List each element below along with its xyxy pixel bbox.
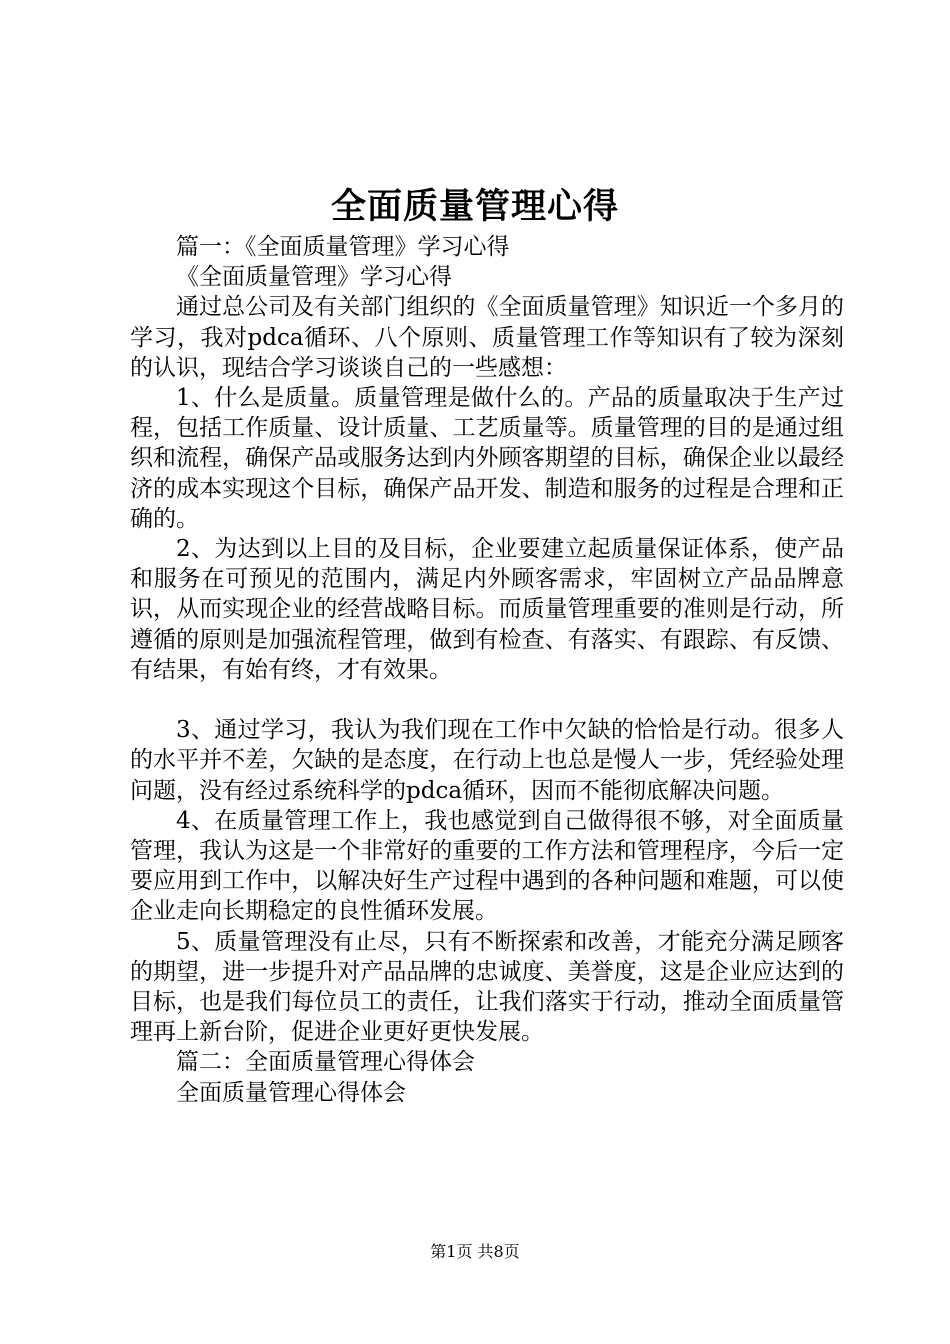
- paragraph: 通过总公司及有关部门组织的《全面质量管理》知识近一个多月的学习，我对pdca循环、八个原则、质量管理工作等知识有了较为深刻的认识，现结合学习谈谈自己的一些感想：: [130, 294, 844, 381]
- section-heading: 篇二：全面质量管理心得体会: [176, 1049, 475, 1076]
- section-heading: 篇一：《全面质量管理》学习心得: [176, 234, 510, 260]
- paragraph: 1、什么是质量。质量管理是做什么的。产品的质量取决于生产过程，包括工作质量、设计质量、工艺质量等。质量管理的目的是通过组织和流程，确保产品或服务达到内外顾客期望的目标，确保企业以最经济的成本实现这个目标，确保产品开发、制造和服务的过程是合理和正确的。: [130, 385, 844, 532]
- paragraph: 2、为达到以上目的及目标，企业要建立起质量保证体系，使产品和服务在可预见的范围内，满足内外顾客需求，牢固树立产品品牌意识，从而实现企业的经营战略目标。而质量管理重要的准则是行动，所遵循的原则是加强流程管理，做到有检查、有落实、有跟踪、有反馈、有结果，有始有终，才有效果。: [130, 536, 844, 683]
- page-footer: 第1页 共8页: [430, 1242, 520, 1261]
- sub-heading: 全面质量管理心得体会: [176, 1079, 406, 1106]
- paragraph: 4、在质量管理工作上，我也感觉到自己做得很不够，对全面质量管理，我认为这是一个非常好的重要的工作方法和管理程序，今后一定要应用到工作中，以解决好生产过程中遇到的各种问题和难题，可以使企业走向长期稳定的良性循环发展。: [130, 807, 844, 925]
- document-title: 全面质量管理心得: [330, 186, 619, 227]
- document-body: [130, 232, 844, 1108]
- paragraph: 5、质量管理没有止尽，只有不断探索和改善，才能充分满足顾客的期望，进一步提升对产品品牌的忠诚度、美誉度，这是企业应达到的目标，也是我们每位员工的责任，让我们落实于行动，推动全面质量管理再上新台阶，促进企业更好更快发展。: [130, 928, 844, 1046]
- sub-heading: 《全面质量管理》学习心得: [176, 264, 452, 291]
- blank-line: [130, 685, 844, 715]
- paragraph: 3、通过学习，我认为我们现在工作中欠缺的恰恰是行动。很多人的水平并不差，欠缺的是态度，在行动上也总是慢人一步，凭经验处理问题，没有经过系统科学的pdca循环，因而不能彻底解决问题。: [130, 717, 844, 804]
